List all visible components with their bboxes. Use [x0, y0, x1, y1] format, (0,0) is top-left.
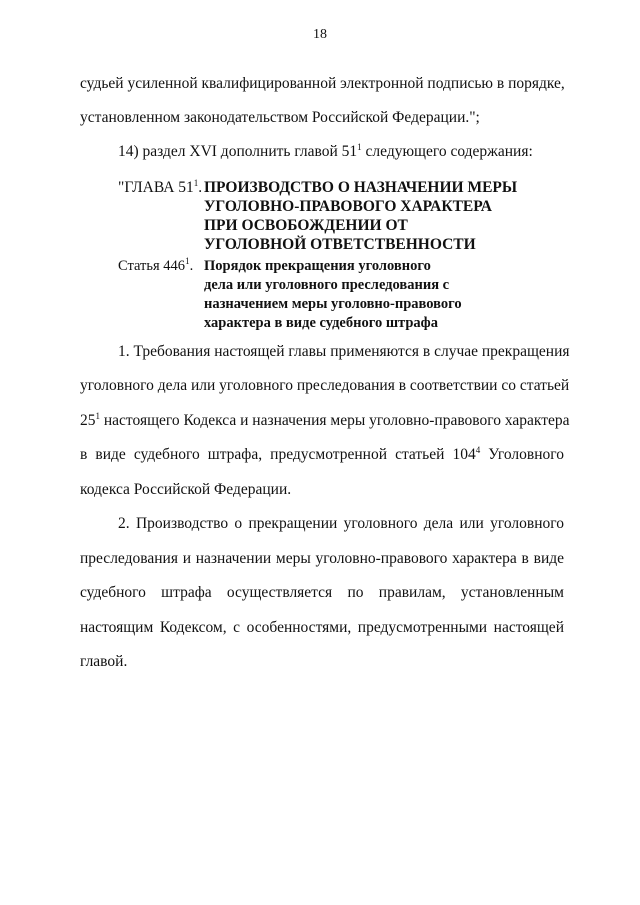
article-title-line: назначением меры уголовно-правового — [204, 296, 462, 312]
chapter-title-line: ПРИ ОСВОБОЖДЕНИИ ОТ — [204, 217, 408, 234]
para1-line-2: уголовного дела или уголовного преследования в соответствии со статьей — [80, 377, 570, 394]
para1-line-3: $25^1$ настоящего Кодекса и назначения меры уголовно-правового характера — [80, 410, 570, 429]
para1-line-1: 1. Требования настоящей главы применяются в случае прекращения — [118, 343, 570, 360]
para2-line-2: преследования и назначении меры уголовно-правового характера в виде — [80, 550, 564, 567]
para2-line-5: главой. — [80, 653, 128, 670]
article-title-line: характера в виде судебного штрафа — [204, 315, 438, 331]
para2-line-4: настоящим Кодексом, с особенностями, предусмотренными настоящей — [80, 619, 564, 636]
intro-line-1: судьей усиленной квалифицированной электронной подписью в порядке, — [80, 75, 565, 92]
page-number: 18 — [313, 27, 327, 42]
chapter-title-line: УГОЛОВНОЙ ОТВЕТСТВЕННОСТИ — [204, 236, 476, 253]
intro-line-2: установленном законодательством Российской Федерации."; — [80, 109, 480, 126]
chapter-title-line: УГОЛОВНО-ПРАВОВОГО ХАРАКТЕРА — [204, 198, 492, 215]
para1-line-4: в виде судебного штрафа, предусмотренной статьей $104^4$ Уголовного — [80, 444, 565, 463]
chapter-title-line: ПРОИЗВОДСТВО О НАЗНАЧЕНИИ МЕРЫ — [204, 179, 518, 196]
para2-line-1: 2. Производство о прекращении уголовного дела или уголовного — [118, 515, 564, 532]
chapter-label: "ГЛАВА $51^1$. — [118, 177, 203, 196]
article-title-line: Порядок прекращения уголовного — [204, 258, 431, 274]
para2-line-3: судебного штрафа осуществляется по правилам, установленным — [80, 584, 564, 601]
article-title-line: дела или уголовного преследования с — [204, 277, 450, 293]
article-label: Статья $446^1$. — [118, 256, 194, 274]
para1-line-5: кодекса Российской Федерации. — [80, 481, 292, 498]
item-14: 14) раздел XVI дополнить главой $51^1$ следующего содержания: — [118, 141, 533, 160]
